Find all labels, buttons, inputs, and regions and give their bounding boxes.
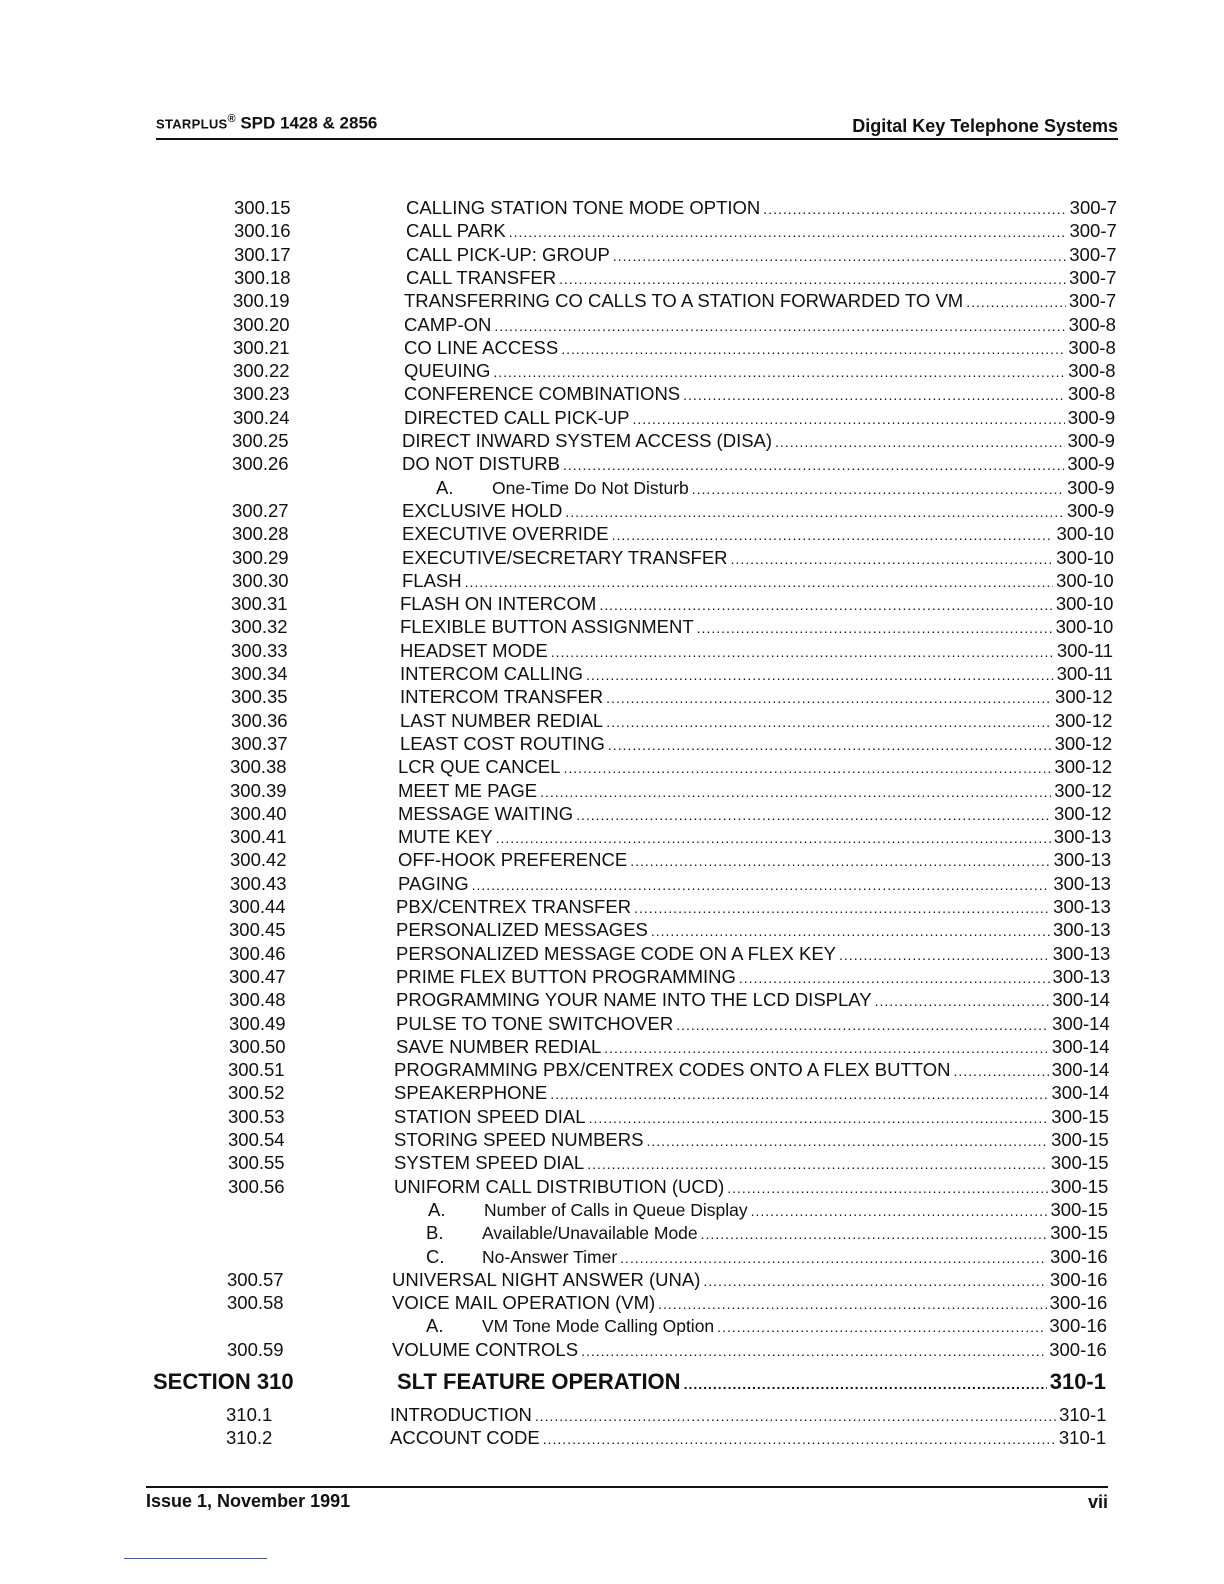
toc-subentry-row [228,1198,1108,1221]
dot-leader [493,361,1065,384]
toc-row [230,872,1111,895]
dot-leader [630,850,1050,873]
dot-leader [658,1293,1046,1316]
toc-row [234,196,1117,219]
toc-subentry-row [227,1221,1108,1244]
toc-page-reference: 300-16 [1049,1292,1108,1314]
toc-row [227,1291,1107,1314]
toc-entry-title: INTRODUCTION [390,1404,532,1425]
toc-row [229,1012,1110,1035]
toc-section-number: 300.46 [229,942,286,964]
toc-page-reference: 300-10 [1056,523,1115,545]
dot-leader [561,338,1065,361]
toc-section-number: 300.18 [234,266,291,288]
toc-row [229,942,1110,965]
dot-leader [703,1270,1046,1293]
toc-entry-title: No-Answer Timer [482,1246,618,1267]
toc-entry-title: DO NOT DISTURB [402,453,560,475]
toc-row [226,1426,1106,1449]
dot-leader [634,897,1050,920]
page-header [156,108,1118,140]
toc-section-number: 300.52 [228,1082,285,1104]
toc-page-reference: 310-1 [1058,1427,1107,1449]
dot-leader [604,1037,1049,1060]
toc-page-reference: 300-16 [1049,1338,1107,1360]
toc-entry-title: SLT FEATURE OPERATION [397,1369,681,1394]
toc-page-reference: 310-1 [1059,1404,1107,1425]
toc-section-number: 300.34 [231,663,288,684]
toc-row [230,755,1112,778]
toc-row [232,546,1114,569]
toc-entry-title: CO LINE ACCESS [404,336,559,358]
toc-section-number: 300.41 [230,826,287,848]
toc-page-reference: 300-9 [1066,499,1115,521]
page-number: vii [1087,1492,1108,1512]
toc-entry-title: PULSE TO TONE SWITCHOVER [396,1012,674,1034]
toc-entry-title: CALL PICK-UP: GROUP [406,243,610,265]
dot-leader [966,291,1066,314]
toc-entry-title: Available/Unavailable Mode [482,1223,698,1244]
toc-page-reference: 300-8 [1068,360,1116,382]
toc-page-reference: 300-15 [1050,1175,1109,1197]
dot-leader [551,641,1054,664]
dot-leader [763,198,1066,221]
toc-page-reference: 300-14 [1051,1035,1110,1057]
dot-leader [613,245,1066,268]
toc-row [233,406,1115,429]
toc-page-reference: 300-14 [1051,1059,1110,1081]
dot-leader [727,1177,1047,1200]
toc-entry-title: MESSAGE WAITING [398,802,574,824]
dot-leader [472,874,1051,897]
dot-leader [509,221,1067,244]
toc-entry-title: LEAST COST ROUTING [400,732,605,754]
toc-row [233,382,1115,405]
toc-entry-title: PBX/CENTREX TRANSFER [396,896,632,917]
toc-entry-title: DIRECTED CALL PICK-UP [404,406,630,428]
toc-section-number: 300.20 [233,313,290,335]
toc-section-number: 300.25 [232,430,289,451]
toc-section-number: SECTION 310 [153,1369,294,1394]
dot-leader [701,1223,1048,1246]
toc-page-reference: 300-14 [1052,989,1110,1011]
dot-leader [540,781,1051,804]
toc-row [234,219,1117,242]
toc-page-reference: 300-12 [1054,756,1113,778]
issue-date: Issue 1, November 1991 [146,1491,351,1511]
toc-section-number: 300.59 [227,1338,284,1360]
toc-row [229,1035,1110,1058]
toc-section-number: 300.23 [233,383,290,405]
toc-page-reference: 300-9 [1067,453,1115,475]
toc-subentry-letter: A. [428,1198,446,1220]
toc-page-reference: 300-13 [1052,965,1111,987]
toc-row [231,732,1112,755]
toc-section-number: 300.24 [233,406,290,428]
toc-section-number: 300.40 [230,802,287,824]
toc-subentry-row [227,1245,1108,1268]
toc-row [233,336,1116,359]
toc-row [231,662,1113,685]
toc-entry-title: EXECUTIVE OVERRIDE [402,523,609,545]
toc-section-number: 300.22 [233,360,290,382]
toc-entry-title: INTERCOM TRANSFER [400,686,604,708]
toc-row [231,639,1113,662]
toc-entry-title: EXCLUSIVE HOLD [402,499,563,521]
dot-leader [563,757,1051,780]
toc-row [230,802,1112,825]
toc-section-number: 300.50 [229,1035,286,1057]
toc-section-number: 300.30 [232,569,289,591]
dot-leader [496,827,1051,850]
toc-row [230,848,1111,871]
brand-model: SPD 1428 & 2856 [235,114,378,133]
toc-entry-title: MEET ME PAGE [398,779,538,801]
dot-leader [465,571,1053,594]
dot-leader [608,734,1052,757]
toc-section-number: 300.31 [231,593,288,615]
toc-page-reference: 300-15 [1051,1129,1109,1150]
toc-page-reference: 300-12 [1054,779,1112,801]
toc-row [233,313,1116,336]
toc-page-reference: 300-7 [1069,243,1117,265]
toc-section-number: 300.26 [232,453,289,475]
toc-row [231,685,1113,708]
toc-section-number: 300.53 [228,1105,285,1127]
toc-page-reference: 300-15 [1050,1222,1108,1244]
toc-page-reference: 300-14 [1052,1012,1110,1034]
toc-section-number: 310.1 [226,1404,273,1425]
toc-page-reference: 300-10 [1056,546,1114,568]
brand-title [156,113,377,134]
toc-page-reference: 300-13 [1053,849,1112,871]
toc-page-reference: 300-11 [1056,663,1113,684]
dot-leader [543,1428,1056,1451]
dot-leader [646,1130,1048,1153]
dot-leader [953,1060,1048,1083]
toc-page-reference: 300-8 [1068,383,1116,405]
toc-section-number: 300.44 [229,896,286,917]
toc-entry-title: FLEXIBLE BUTTON ASSIGNMENT [400,616,694,638]
toc-row [232,429,1115,452]
toc-row [227,1338,1107,1361]
dot-leader [739,967,1050,990]
toc-entry-title: PROGRAMMING PBX/CENTREX CODES ONTO A FLEX BUTTON [394,1059,951,1081]
toc-page-reference: 300-12 [1054,709,1113,731]
toc-page-reference: 300-12 [1054,732,1113,754]
dot-leader [676,1014,1049,1037]
toc-entry-title: One-Time Do Not Disturb [492,477,689,498]
toc-section-number: 300.17 [234,243,291,265]
toc-row [229,965,1110,988]
toc-section-number: 300.29 [232,546,289,568]
toc-row [226,1403,1106,1426]
toc-entry-title: LAST NUMBER REDIAL [400,709,604,731]
toc-entry-title: CALLING STATION TONE MODE OPTION [406,197,761,218]
toc-section-number: 300.33 [231,639,288,661]
toc-row [229,918,1111,941]
toc-page-reference: 300-10 [1055,616,1114,638]
toc-entry-title: OFF-HOOK PREFERENCE [398,849,628,871]
toc-entry-title: UNIVERSAL NIGHT ANSWER (UNA) [392,1268,701,1290]
dot-leader [612,524,1054,547]
dot-leader [620,1247,1047,1270]
toc-entry-title: DIRECT INWARD SYSTEM ACCESS (DISA) [402,430,773,451]
toc-section-number: 300.54 [228,1129,285,1150]
toc-subentry-letter: C. [426,1245,445,1267]
toc-row [234,266,1116,289]
registered-mark: ® [227,113,236,126]
toc-section-number: 300.32 [231,616,288,638]
toc-row [234,243,1117,266]
toc-section-number: 300.38 [230,756,287,778]
toc-section-number: 300.28 [232,523,289,545]
dot-leader [535,1405,1056,1428]
toc-row [232,452,1115,475]
toc-entry-title: LCR QUE CANCEL [398,756,561,778]
toc-row [233,359,1116,382]
toc-entry-title: PRIME FLEX BUTTON PROGRAMMING [396,965,736,987]
toc-section-number: 300.58 [227,1292,284,1314]
toc-row [230,779,1112,802]
toc-page-reference: 300-13 [1053,896,1111,917]
header-right-title: Digital Key Telephone Systems [852,116,1118,136]
toc-row [228,1175,1108,1198]
toc-section-number: 300.49 [229,1012,286,1034]
dot-leader [875,990,1050,1013]
toc-section-number: 300.36 [231,709,288,731]
dot-leader [651,920,1050,943]
dot-leader [632,408,1064,431]
toc-page-reference: 300-12 [1055,686,1113,708]
toc-page-reference: 300-16 [1050,1245,1108,1267]
toc-row [229,988,1110,1011]
dot-leader [586,664,1054,687]
toc-entry-title: PERSONALIZED MESSAGES [396,919,648,941]
toc-page-reference: 300-10 [1056,569,1114,591]
toc-entry-title: EXECUTIVE/SECRETARY TRANSFER [402,546,728,568]
toc-page-reference: 300-13 [1053,826,1112,848]
toc-row [228,1151,1108,1174]
toc-page-reference: 300-7 [1069,197,1117,218]
toc-page-reference: 310-1 [1049,1369,1106,1394]
toc-page-reference: 300-11 [1056,639,1114,661]
toc-subentry-letter: A. [436,476,454,498]
toc-section-number: 300.45 [229,919,286,941]
toc-page-reference: 300-14 [1051,1082,1110,1104]
toc-entry-title: TRANSFERRING CO CALLS TO A STATION FORWARDED TO VM [404,290,964,312]
dot-leader [751,1200,1048,1223]
toc-entry-title: PAGING [398,872,469,894]
toc-page-reference: 300-13 [1053,872,1111,894]
toc-row [233,289,1116,312]
toc-entry-title: PROGRAMMING YOUR NAME INTO THE LCD DISPLAY [396,989,872,1011]
toc-entry-title: PERSONALIZED MESSAGE CODE ON A FLEX KEY [396,942,837,964]
dot-leader [775,431,1065,454]
toc-subentry-letter: A. [426,1315,444,1337]
toc-page-reference: 300-8 [1068,313,1116,335]
toc-entry-title: CALL PARK [406,220,506,242]
dot-leader [587,1153,1048,1176]
toc-page-reference: 300-13 [1052,942,1111,964]
toc-section-number: 300.51 [228,1059,285,1081]
dot-leader [684,1369,1047,1399]
toc-row [232,569,1114,592]
toc-row [230,825,1111,848]
toc-entry-title: CONFERENCE COMBINATIONS [404,383,681,405]
toc-entry-title: Number of Calls in Queue Display [484,1199,748,1220]
dot-leader [589,1107,1049,1130]
toc-page-reference: 300-16 [1049,1315,1108,1337]
toc-row [227,1268,1107,1291]
toc-entry-title: VOICE MAIL OPERATION (VM) [392,1292,656,1314]
toc-section-number: 300.27 [232,499,289,521]
dot-leader [697,617,1053,640]
toc-row [228,1081,1109,1104]
toc-subentry-letter: B. [426,1222,444,1244]
dot-leader [550,1083,1048,1106]
toc-entry-title: MUTE KEY [398,826,493,848]
dot-leader [559,268,1066,291]
toc-section-number: 300.15 [234,197,291,218]
dot-leader [717,1316,1046,1339]
page-footer [146,1486,1108,1514]
toc-entry-title: SPEAKERPHONE [394,1082,548,1104]
toc-section-number: 300.57 [227,1268,284,1290]
toc-section-number: 300.21 [233,336,290,358]
toc-section-number: 300.47 [229,965,286,987]
toc-entry-title: INTERCOM CALLING [400,663,583,684]
toc-entry-title: FLASH [402,569,462,591]
toc-page-reference: 300-12 [1053,802,1112,824]
toc-page-reference: 300-15 [1051,1105,1109,1127]
dot-leader [839,944,1050,967]
toc-page-reference: 300-7 [1069,220,1117,242]
toc-entry-title: HEADSET MODE [400,639,548,661]
toc-row [231,592,1113,615]
dot-leader [606,687,1052,710]
toc-page-reference: 300-8 [1068,336,1116,358]
toc-entry-title: STATION SPEED DIAL [394,1105,586,1127]
dot-leader [576,804,1051,827]
dot-leader [683,384,1065,407]
toc-section-number: 310.2 [226,1427,273,1449]
toc-entry-title: SAVE NUMBER REDIAL [396,1035,602,1057]
toc-section-number: 300.35 [231,686,288,708]
toc-page-reference: 300-15 [1050,1198,1109,1220]
toc-entry-title: FLASH ON INTERCOM [400,593,597,615]
toc-section-row [153,1367,1106,1397]
toc-section-number: 300.42 [230,849,287,871]
toc-row [229,895,1111,918]
toc-page-reference: 300-7 [1068,290,1117,312]
toc-page-reference: 300-9 [1067,406,1116,428]
toc-row [232,499,1114,522]
toc-row [231,615,1113,638]
toc-entry-title: UNIFORM CALL DISTRIBUTION (UCD) [394,1175,725,1197]
toc-section-number: 300.55 [228,1152,285,1174]
toc-section-number: 300.39 [230,779,287,801]
toc-section-number: 300.37 [231,732,288,754]
toc-section-number: 300.56 [228,1175,285,1197]
dot-leader [731,548,1054,571]
toc-entry-title: QUEUING [404,360,491,382]
toc-page-reference: 300-16 [1049,1268,1108,1290]
toc-subentry-row [227,1314,1107,1337]
toc-page-reference: 300-13 [1052,919,1111,941]
toc-page-reference: 300-15 [1050,1152,1109,1174]
toc-row [228,1105,1109,1128]
toc-entry-title: SYSTEM SPEED DIAL [394,1152,585,1174]
dot-leader [692,478,1064,501]
toc-entry-title: VM Tone Mode Calling Option [482,1316,715,1337]
dot-leader [565,501,1064,524]
toc-page-reference: 300-10 [1055,593,1114,615]
brand-prefix: STARPLUS [156,117,228,132]
toc-section-number: 300.43 [230,872,287,894]
toc-row [228,1058,1109,1081]
toc-page-reference: 300-9 [1067,430,1115,451]
dot-leader [563,454,1064,477]
toc-section-number: 300.19 [233,290,290,312]
toc-page-reference: 300-9 [1067,476,1115,498]
toc-page-reference: 300-7 [1069,266,1117,288]
toc-section-number: 300.48 [229,989,286,1011]
toc-entry-title: STORING SPEED NUMBERS [394,1129,644,1150]
dot-leader [599,594,1053,617]
dot-leader [494,315,1065,338]
scan-artifact-line [124,1558,267,1559]
dot-leader [581,1340,1046,1363]
toc-row [232,522,1114,545]
toc-entry-title: VOLUME CONTROLS [392,1338,579,1360]
toc-entry-title: CALL TRANSFER [406,266,557,288]
toc-row [228,1128,1109,1151]
toc-entry-title: ACCOUNT CODE [390,1427,540,1449]
dot-leader [606,711,1052,734]
toc-section-number: 300.16 [234,220,291,242]
toc-row [231,709,1112,732]
toc-entry-title: CAMP-ON [404,313,492,335]
toc-subentry-row [232,476,1115,499]
